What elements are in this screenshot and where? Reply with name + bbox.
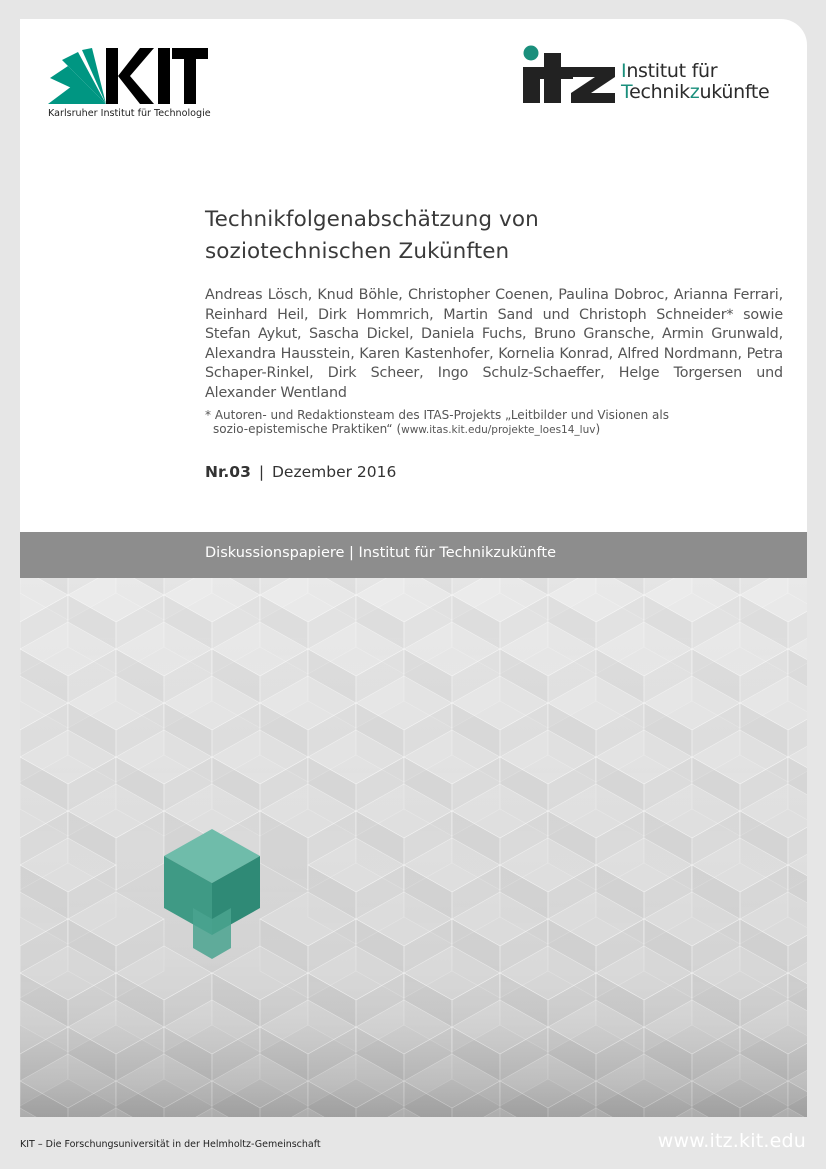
project-url[interactable]: www.itas.kit.edu/projekte_loes14_luv — [401, 424, 596, 436]
cover-page — [20, 19, 807, 1117]
cubes-illustration — [20, 578, 807, 1117]
title-line-2: soziotechnischen Zukünften — [205, 239, 510, 264]
itz-logo — [521, 45, 786, 107]
footnote-line-1: * Autoren- und Redaktionsteam des ITAS-Projekts „Leitbilder und Visionen als — [205, 408, 669, 422]
document-title — [205, 204, 765, 268]
series-label: Diskussionspapiere | Institut für Technikzukünfte — [205, 545, 557, 561]
series-band — [20, 532, 807, 578]
itz-logo-graphic — [521, 45, 617, 105]
issue-separator: | — [258, 463, 265, 481]
footnote — [205, 408, 765, 437]
issue-date: Dezember 2016 — [271, 463, 397, 481]
title-line-1: Technikfolgenabschätzung von — [205, 207, 539, 232]
issue-info — [205, 463, 396, 481]
itz-institute-name: Institut für Technikzukünfte — [621, 60, 770, 103]
footer-url[interactable]: www.itz.kit.edu — [657, 1130, 806, 1152]
issue-number: Nr.03 — [205, 463, 251, 481]
author-list: Andreas Lösch, Knud Böhle, Christopher Coenen, Paulina Dobroc, Arianna Ferrari, Reinhard Heil, Dirk Hommrich, Martin Sand und Christoph Schneider* sowie Stefan Aykut, Sascha Dickel, Daniela Fuchs, Bruno Gransche, Armin Grunwald, Alexandra Hausstein, Karen Kastenhofer, Kornelia Konrad, Alfred Nordmann, Petra Schaper-Rinkel, Dirk Scheer, Ingo Schulz-Schaeffer, Helge Torgersen und Alexander Wentland — [205, 287, 783, 401]
kit-subtitle: Karlsruher Institut für Technologie — [48, 108, 211, 119]
footer-tagline: KIT – Die Forschungsuniversität in der Helmholtz-Gemeinschaft — [20, 1139, 321, 1150]
kit-logo — [48, 46, 211, 120]
kit-logo-graphic — [48, 46, 208, 106]
footnote-line-2: sozio-epistemische Praktiken“ (www.itas.kit.edu/projekte_loes14_luv) — [213, 422, 601, 436]
